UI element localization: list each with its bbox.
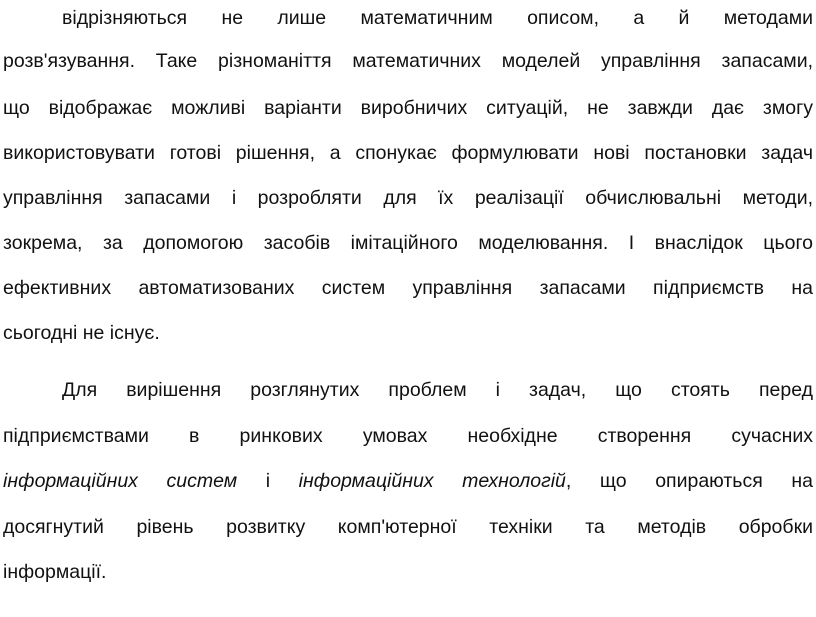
italic-term-information-technologies: інформаційних технологій	[298, 470, 566, 492]
paragraph-2-line-4: досягнутий рівень розвитку комп'ютерної техніки та методів обробки	[3, 516, 813, 538]
paragraph-1-line-7: ефективних автоматизованих систем управління запасами підприємств на	[3, 277, 813, 299]
line-tail-text: , що опираються на	[565, 470, 813, 492]
paragraph-1-line-6: зокрема, за допомогою засобів імітаційного моделювання. І внаслідок цього	[3, 232, 813, 254]
paragraph-1-line-1: відрізняються не лише математичним описом, а й методами	[62, 7, 813, 29]
paragraph-1-line-3: що відображає можливі варіанти виробничих ситуацій, не завжди дає змогу	[3, 97, 813, 119]
paragraph-2-line-2: підприємствами в ринкових умовах необхідне створення сучасних	[3, 425, 813, 447]
paragraph-1-line-2: розв'язування. Таке різноманіття математичних моделей управління запасами,	[3, 50, 813, 72]
paragraph-2-line-1: Для вирішення розглянутих проблем і задач, що стоять перед	[62, 379, 813, 401]
paragraph-1-line-5: управління запасами і розробляти для їх реалізації обчислювальні методи,	[3, 187, 813, 209]
paragraph-2-line-5: інформації.	[3, 561, 107, 583]
connector-text: і	[237, 470, 299, 492]
italic-term-information-systems: інформаційних систем	[3, 470, 238, 492]
paragraph-2-line-3	[3, 469, 813, 493]
paragraph-1-line-4: використовувати готові рішення, а спонукає формулювати нові постановки задач	[3, 142, 813, 164]
paragraph-1-line-8: сьогодні не існує.	[3, 322, 160, 344]
